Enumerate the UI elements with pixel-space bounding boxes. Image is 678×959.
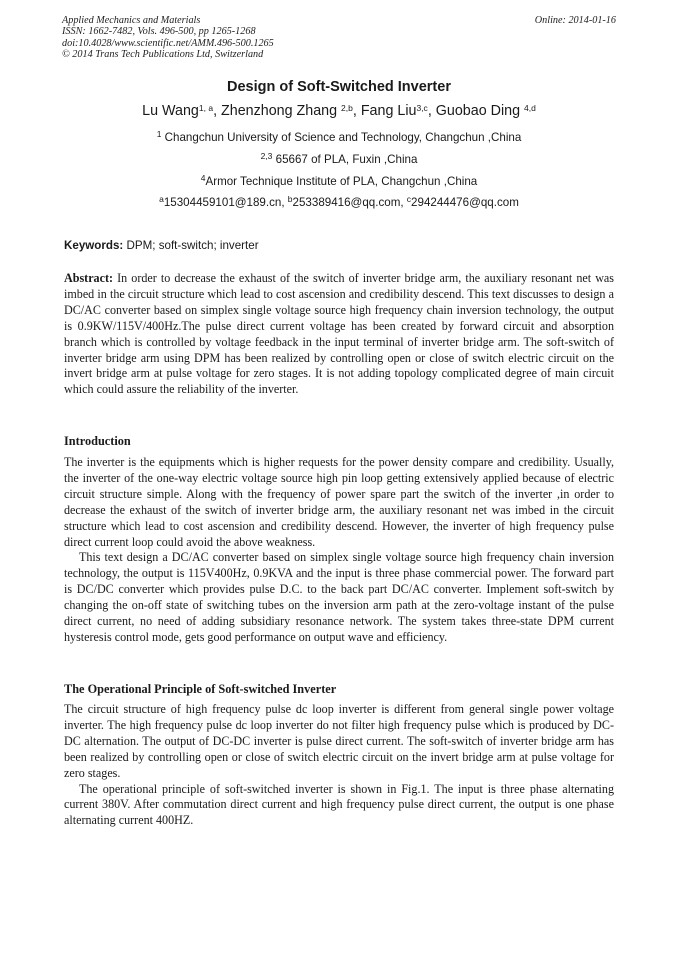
- paragraph: This text design a DC/AC converter based on simplex single voltage source high frequency chain inversion technology, the output is 115V400Hz, 0.9KVA and the input is three phase commercial power. The forward part is DC/DC converter which provides pulse D.C. to the back part DC/AC converter. Implement soft-switch by changing the on-off state of switching tubes on the inversion arm path at the zero-voltage instant of the pulse direct current, no need of adding subsidiary resonance network. The system takes three-state DPM current hysteresis control mode, gets good performance on output wave and efficiency.: [64, 550, 614, 644]
- keywords-value: DPM; soft-switch; inverter: [123, 239, 259, 252]
- abstract: [64, 271, 614, 398]
- email-list: $^a$15304459101@189.cn, $^b$253389416@qq.com, $^c$294244476@qq.com: [159, 193, 519, 209]
- doi-line: doi:10.4028/www.scientific.net/AMM.496-500.1265: [62, 37, 274, 49]
- abstract-text: In order to decrease the exhaust of the switch of inverter bridge arm, the auxiliary resonant net was imbed in the circuit structure which lead to cost ascension and credibility descend. This text discusses to design a DC/AC converter based on simplex single voltage source high frequency chain inversion technology, the output is 0.9KW/115V/400Hz.The pulse direct current voltage has been created by forward circuit and absorption branch which is controlled by voltage feedback in the input terminal of inverter bridge arm. The soft-switch of inverter bridge arm using DPM has been realized by controlling open or close of switch electric circuit on the invert bridge arm at pulse voltage for zero stages. It is not adding topology complicated degree of main circuit which could assure the reliability of the inverter.: [64, 271, 614, 397]
- affiliation-3: $^4$Armor Technique Institute of PLA, Changchun ,China: [200, 172, 478, 188]
- copyright-line: © 2014 Trans Tech Publications Ltd, Switzerland: [62, 49, 264, 61]
- affiliation-1: $^1$ Changchun University of Science and Technology, Changchun ,China: [156, 128, 522, 144]
- author: Guobao Ding $^{4,d}$: [435, 102, 536, 119]
- author-list: [0, 101, 678, 121]
- affiliation-2: $^{2,3}$ 65667 of PLA, Fuxin ,China: [260, 150, 418, 166]
- journal-info: [62, 15, 274, 61]
- introduction-body: [64, 455, 614, 646]
- paragraph: The circuit structure of high frequency pulse dc loop inverter is different from general single power voltage inverter. The high frequency pulse dc loop inverter do not filter high frequency pulse which is produced by DC-DC alternation. The output of DC-DC inverter is pulse direct current. The soft-switch of inverter bridge arm has been realized by controlling open or close of switch electric circuit on the invert bridge arm at pulse voltage for zero stages.: [64, 702, 614, 780]
- section-heading-introduction: Introduction: [64, 434, 131, 448]
- paragraph: The operational principle of soft-switched inverter is shown in Fig.1. The input is three phase alternating current 380V. After commutation direct current and high frequency pulse direct current, the output is one phase alternating current 400HZ.: [64, 781, 614, 828]
- author: Zhenzhong Zhang $^{2,b}$,: [221, 102, 361, 119]
- keywords-label: Keywords:: [64, 239, 124, 252]
- paper-title: Design of Soft-Switched Inverter: [227, 79, 451, 95]
- author: Fang Liu$^{3,c}$,: [360, 102, 436, 119]
- abstract-label: Abstract:: [64, 271, 114, 285]
- keywords-line: [64, 238, 259, 253]
- operational-principle-body: [64, 702, 614, 829]
- paragraph: The inverter is the equipments which is higher requests for the power density compare and credibility. Usually, the inverter of the one-way electric voltage source high pin loop getting extensively applied because of electric circuit structure simple. Along with the frequency of power spare part the switch of the inverter ,in order to decrease the exhaust of the switch of inverter bridge arm, the auxiliary resonant net was imbed in the circuit structure which lead to cost ascension and credibility descend. However, the inverter of high frequency pulse direct current loop could avoid the above weakness.: [64, 455, 614, 549]
- section-heading-operational-principle: The Operational Principle of Soft-switched Inverter: [64, 682, 337, 696]
- author: Lu Wang$^{1, a}$,: [142, 102, 222, 119]
- issn-line: ISSN: 1662-7482, Vols. 496-500, pp 1265-1268: [62, 26, 256, 38]
- online-date: Online: 2014-01-16: [534, 15, 616, 26]
- journal-name: Applied Mechanics and Materials: [62, 15, 201, 26]
